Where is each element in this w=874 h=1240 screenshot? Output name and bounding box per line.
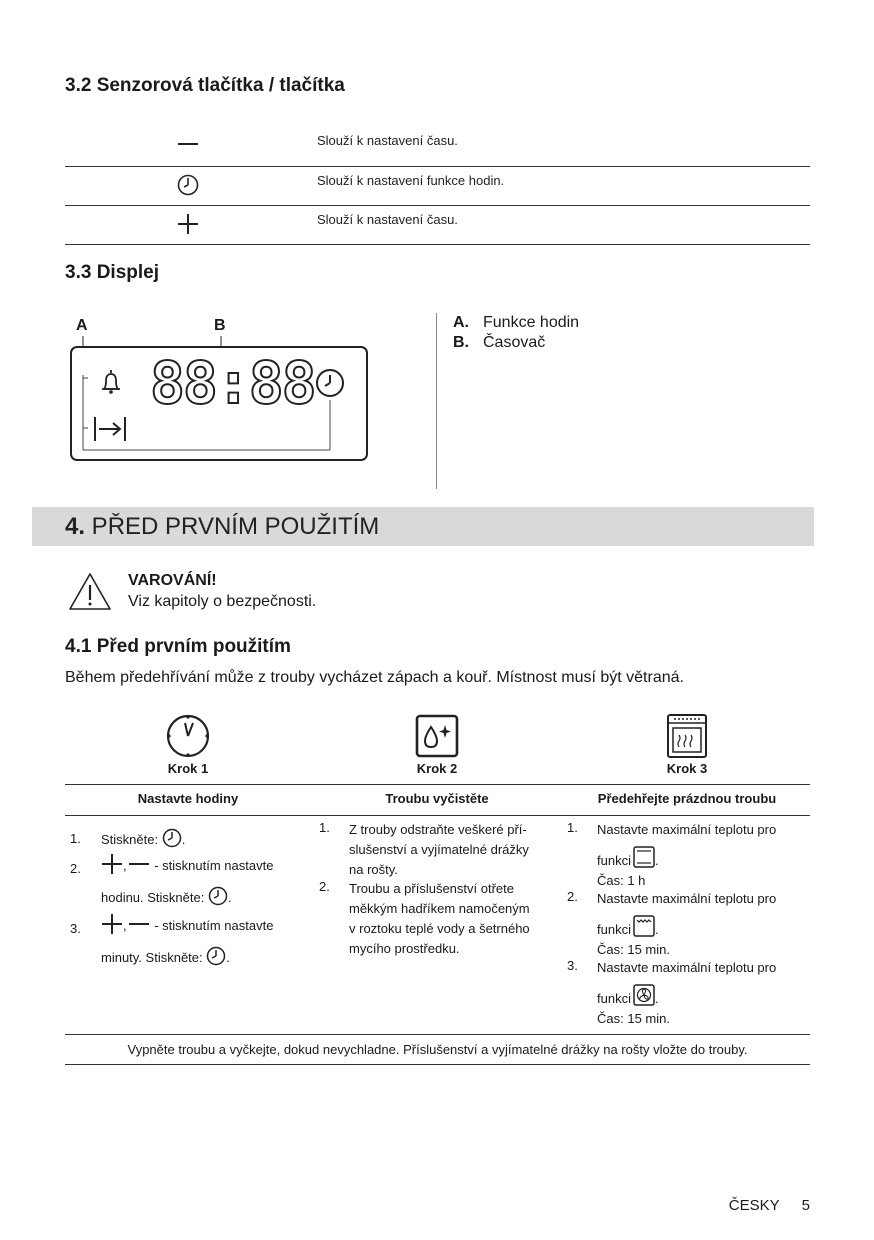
legend-text: Časovač [483,334,546,351]
list-item-text: - stisknutím nastavte [150,858,274,873]
step-label-2: Krok 2 [416,761,458,776]
page-footer [729,1197,810,1214]
step-label-3: Krok 3 [666,761,708,776]
table-divider [65,1064,810,1065]
segment-display-digits: 88:88 [150,349,315,417]
list-item-line: Čas: 1 h [597,873,646,888]
list-number: 3. [567,958,578,973]
legend-item-a [453,314,579,332]
minus-button-description: Slouží k nastavení času. [317,133,458,148]
plus-icon [101,852,123,876]
list-number: 2. [567,889,578,904]
list-item [101,828,185,850]
chapter-number: 4. [65,513,86,540]
duration-icon [92,415,128,443]
warning-title: VAROVÁNÍ! [128,572,217,589]
list-item-text: funkci [597,853,631,868]
grill-icon [633,915,655,937]
list-item-line: Čas: 15 min. [597,1011,670,1026]
table-divider [65,244,810,245]
vertical-separator [436,313,437,489]
legend-letter: A. [453,314,469,331]
list-item-punct: . [227,890,232,905]
clock-icon [176,173,200,197]
clock-hands-icon [165,713,211,759]
minus-icon [127,852,151,876]
clock-icon [206,946,226,966]
section-3-3-heading: 3.3 Displej [65,262,159,283]
plus-button-description: Slouží k nastavení času. [317,212,458,227]
section-4-1-heading: 4.1 Před prvním použitím [65,636,291,657]
list-item-text: hodinu. Stiskněte: [101,890,205,905]
step-header-3: Předehřejte prázdnou troubu [597,791,777,806]
plus-icon [176,212,200,236]
table-divider [65,205,810,206]
list-item-line: mycího prostředku. [349,941,460,956]
list-item-text: funkci [597,991,631,1006]
list-number: 1. [567,820,578,835]
legend-item-b [453,334,545,352]
display-label-b: B [214,317,226,334]
table-divider [65,784,810,785]
list-item-line: měkkým hadříkem namočeným [349,901,530,916]
list-item-punct: . [181,832,186,847]
list-item-text: Stiskněte: [101,832,159,847]
legend-letter: B. [453,334,469,351]
list-item-line: Z trouby odstraňte veškeré pří- [349,822,527,837]
clock-icon [162,828,182,848]
list-item-punct: . [654,853,659,868]
display-label-a: A [76,317,88,334]
list-item [101,912,273,936]
conventional-heat-icon [633,846,655,868]
list-item [597,958,776,1029]
list-item [597,889,776,960]
list-item-line: Nastavte maximální teplotu pro [597,822,777,837]
intro-text: Během předehřívání může z trouby vycházet zápach a kouř. Místnost musí být větraná. [65,669,684,686]
list-number: 3. [70,921,81,936]
list-item-line: Čas: 15 min. [597,942,670,957]
cleaning-icon [414,713,460,759]
list-item-line: Troubu a příslušenství otřete [349,881,514,896]
fan-heat-icon [633,984,655,1006]
list-item-line: Nastavte maximální teplotu pro [597,960,777,975]
list-item [101,852,273,876]
minus-icon [176,132,200,156]
chapter-title [65,513,379,541]
step-header-1: Nastavte hodiny [137,791,239,806]
list-item-line [597,846,776,871]
footer-note: Vypněte troubu a vyčkejte, dokud nevychladne. Příslušenství a vyjímatelné drážky na rošty vložte do trouby. [127,1042,748,1057]
separator-comma: , [123,918,127,933]
separator-comma: , [123,858,127,873]
list-number: 1. [319,820,330,835]
step-header-2: Troubu vyčistěte [385,791,489,806]
page-number: 5 [801,1197,810,1214]
list-item-continuation [101,946,230,968]
chapter-title-text: PŘED PRVNÍM POUŽITÍM [85,513,380,540]
list-item-continuation [101,886,232,908]
list-item-line: Nastavte maximální teplotu pro [597,891,777,906]
list-number: 1. [70,831,81,846]
list-item-punct: . [654,991,659,1006]
list-item-line [597,984,776,1009]
list-item-punct: . [654,922,659,937]
list-item-line [597,915,776,940]
timer-clock-icon [314,367,346,399]
oven-preheat-icon [664,713,710,759]
legend-text: Funkce hodin [483,314,580,331]
list-number: 2. [319,879,330,894]
section-3-2-heading: 3.2 Senzorová tlačítka / tlačítka [65,75,345,96]
list-item-punct: . [226,950,230,965]
list-item [597,820,776,891]
warning-text: Viz kapitoly o bezpečnosti. [128,593,317,610]
list-item-text: - stisknutím nastavte [150,918,274,933]
step-label-1: Krok 1 [167,761,209,776]
list-item-line: na rošty. [349,862,398,877]
table-divider [65,1034,810,1035]
list-item-text: minuty. Stiskněte: [101,950,203,965]
minus-icon [127,912,151,936]
list-item [349,820,529,880]
clock-button-description: Slouží k nastavení funkce hodin. [317,173,505,188]
plus-icon [101,912,123,936]
footer-language: ČESKY [728,1197,780,1214]
list-item-text: funkci [597,922,631,937]
warning-icon [68,571,112,611]
bell-icon [96,367,126,397]
list-item [349,879,530,959]
list-number: 2. [70,861,81,876]
list-item-line: slušenství a vyjímatelné drážky [349,842,529,857]
table-divider [65,166,810,167]
clock-icon [208,886,228,906]
table-divider [65,815,810,816]
list-item-line: v roztoku teplé vody a šetrného [349,921,530,936]
